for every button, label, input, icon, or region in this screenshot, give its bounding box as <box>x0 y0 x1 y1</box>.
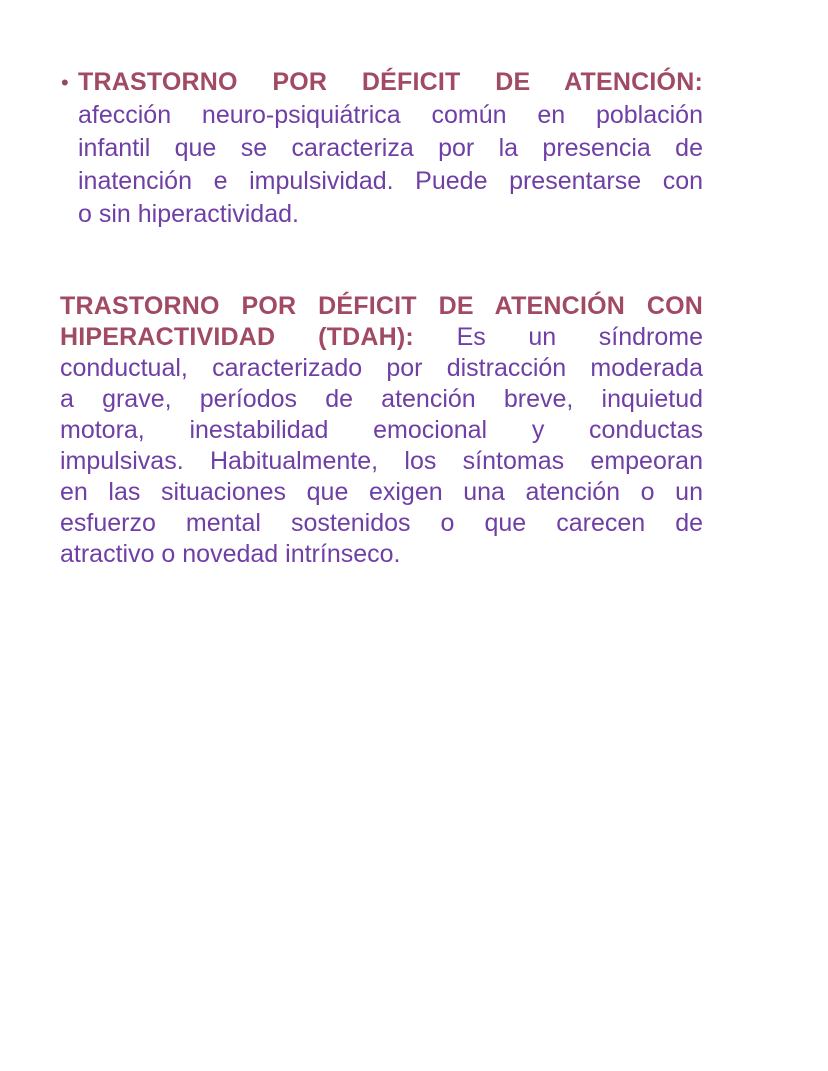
term-heading: TRASTORNO POR DÉFICIT DE ATENCIÓN: <box>78 68 703 96</box>
definition-text: infantil que se caracteriza por la presencia de <box>78 134 703 162</box>
definition-text: motora, inestabilidad emocional y conductas <box>60 416 703 444</box>
definition-text: inatención e impulsividad. Puede presentarse con <box>78 167 703 195</box>
definition-text: impulsivas. Habitualmente, los síntomas empeoran <box>60 447 703 475</box>
text-line <box>60 384 703 415</box>
term-heading: HIPERACTIVIDAD (TDAH): <box>60 323 414 351</box>
text-line <box>60 446 703 477</box>
definition-text: conductual, caracterizado por distracción moderada <box>60 354 703 382</box>
text-line <box>60 415 703 446</box>
text-line <box>78 99 703 132</box>
text-line <box>78 165 703 198</box>
text-line <box>60 291 703 322</box>
text-line <box>78 66 703 99</box>
definition-text: en las situaciones que exigen una atención o un <box>60 478 703 506</box>
definition-text: o sin hiperactividad. <box>78 200 299 228</box>
paragraph-tda <box>60 66 703 231</box>
definition-text: afección neuro-psiquiátrica común en población <box>78 101 703 129</box>
text-line <box>78 132 703 165</box>
term-heading: TRASTORNO POR DÉFICIT DE ATENCIÓN CON <box>60 292 703 320</box>
text-line <box>60 477 703 508</box>
bullet-dot-icon: • <box>61 70 69 95</box>
definition-text: atractivo o novedad intrínseco. <box>60 540 401 568</box>
paragraph-tdah <box>60 291 703 570</box>
text-line <box>60 539 703 570</box>
definition-text: Es un síndrome <box>456 323 703 351</box>
text-line <box>60 322 703 353</box>
text-line <box>60 353 703 384</box>
text-line <box>60 508 703 539</box>
definition-text: a grave, períodos de atención breve, inquietud <box>60 385 703 413</box>
definition-text: esfuerzo mental sostenidos o que carecen de <box>60 509 703 537</box>
text-line <box>78 198 703 231</box>
